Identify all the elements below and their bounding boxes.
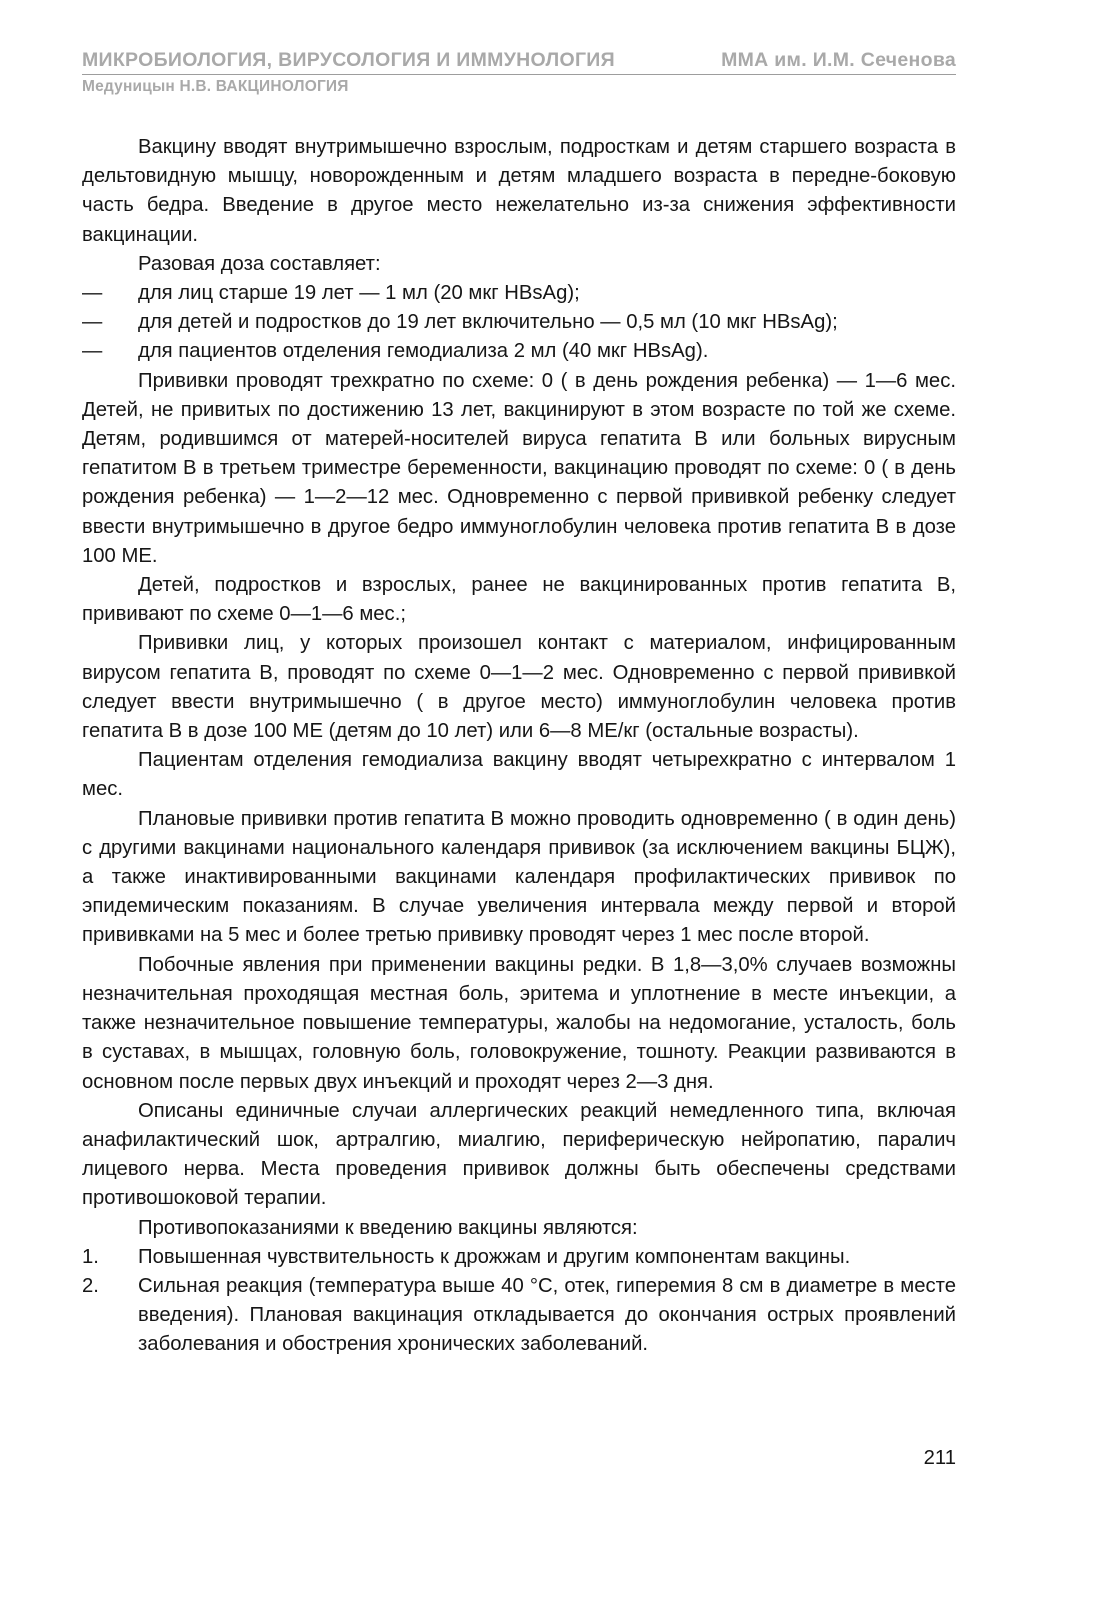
number-marker: 2. [82,1274,99,1297]
paragraph-administration: Вакцину вводят внутримышечно взрослым, подросткам и детям старшего возраста в дельтовидную мышцу, новорожденным и детям младшего возраста в передне-боковую часть бедра. Введение в другое место нежелательно из-за снижения эффективности вакцинации. [82,136,956,246]
list-item [82,1243,956,1272]
page-number: 211 [923,1447,956,1469]
list-item-text: для пациентов отделения гемодиализа 2 мл (40 мкг HBsAg). [138,340,709,363]
paragraph-contra-intro: Противопоказаниями к введению вакцины являются: [138,1216,638,1239]
number-marker: 1. [82,1245,99,1268]
paragraph-unvaccinated: Детей, подростков и взрослых, ранее не вакцинированных против гепатита В, прививают по схеме 0—1—6 мес.; [82,574,956,626]
paragraph-hemodialysis: Пациентам отделения гемодиализа вакцину вводят четырехкратно с интервалом 1 мес. [82,749,956,801]
paragraph-side-effects: Побочные явления при применении вакцины редки. В 1,8—3,0% случаев возможны незначительная проходящая местная боль, эритема и уплотнение в месте инъекции, а также незначительное повышение температуры, жалобы на недомогание, усталость, боль в суставах, в мышцах, головную боль, головокружение, тошноту. Реакции развиваются в основном после первых двух инъекций и проходят через 2—3 дня. [82,953,956,1093]
list-item-text: для детей и подростков до 19 лет включительно — 0,5 мл (10 мкг HBsAg); [138,311,838,334]
header-institution: ММА им. И.М. Сеченова [721,49,956,71]
dash-marker: — [82,340,103,363]
paragraph-schedule: Прививки проводят трехкратно по схеме: 0 ( в день рождения ребенка) — 1—6 мес. Детей, не привитых по достижению 13 лет, вакцинируют в этом возрасте по той же схеме. Детям, родившимся от матерей-носителей вируса гепатита В или больных вирусным гепатитом В в третьем триместре беременности, вакцинацию проводят по схеме: 0 ( в день рождения ребенка) — 1—2—12 мес. Одновременно с первой прививкой ребенку следует ввести внутримышечно в другое бедро иммуноглобулин человека против гепатита В в дозе 100 МЕ. [82,369,956,567]
list-item-text: для лиц старше 19 лет — 1 мл (20 мкг HBsAg); [138,282,580,305]
paragraph-contact: Прививки лиц, у которых произошел контакт с материалом, инфицированным вирусом гепатита В, проводят по схеме 0—1—2 мес. Одновременно с первой прививкой следует ввести внутримышечно ( в другое место) иммуноглобулин человека против гепатита В в дозе 100 МЕ (детям до 10 лет) или 6—8 МЕ/кг (остальные возрасты). [82,632,956,743]
header-subject: МИКРОБИОЛОГИЯ, ВИРУСОЛОГИЯ И ИММУНОЛОГИЯ [82,49,615,71]
list-item-text: Повышенная чувствительность к дрожжам и другим компонентам вакцины. [138,1245,851,1268]
list-item [82,308,956,337]
list-item-text: Сильная реакция (температура выше 40 °С, отек, гиперемия 8 см в диаметре в месте введения). Плановая вакцинация откладывается до окончания острых проявлений заболевания и обострения хронических заболеваний. [138,1274,956,1356]
running-header [82,47,956,99]
paragraph-planned: Плановые прививки против гепатита В можно проводить одновременно ( в один день) с другими вакцинами национального календаря прививок (за исключением вакцины БЦЖ), а также инактивированными вакцинами календаря профилактических прививок по эпидемическим показаниям. В случае увеличения интервала между первой и второй прививками на 5 мес и более третью прививку проводят через 1 мес после второй. [82,807,956,947]
dash-marker: — [82,282,103,305]
paragraph-allergic: Описаны единичные случаи аллергических реакций немедленного типа, включая анафилактический шок, артралгию, миалгию, периферическую нейропатию, паралич лицевого нерва. Места проведения прививок должны быть обеспечены средствами противошоковой терапии. [82,1099,956,1210]
page-body [82,133,956,1360]
header-book-title: Медуницын Н.В. ВАКЦИНОЛОГИЯ [82,78,349,95]
paragraph-dose-intro: Разовая доза составляет: [138,252,381,275]
list-item [82,1272,956,1360]
list-item [82,279,956,308]
dash-marker: — [82,311,103,334]
header-row [82,47,956,75]
list-item [82,337,956,366]
